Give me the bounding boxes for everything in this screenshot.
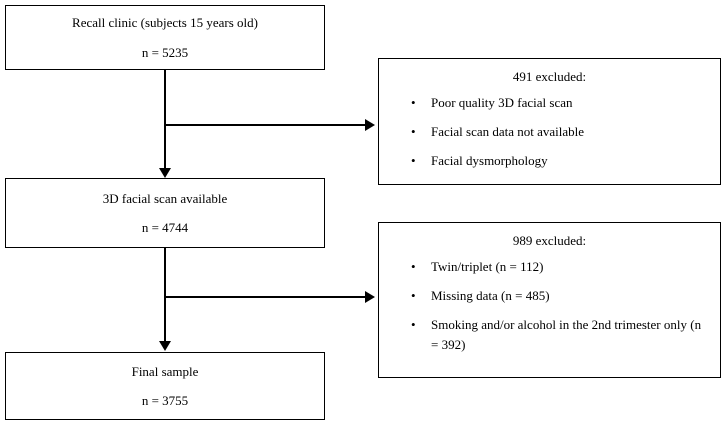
exclusion-box-2 bbox=[378, 222, 721, 378]
bullet-icon: • bbox=[411, 124, 416, 140]
exclusion-1-title: 491 excluded: bbox=[512, 69, 587, 84]
arrow-down-to-scan bbox=[159, 168, 171, 178]
connector-branch-exclusion-1 bbox=[164, 124, 367, 126]
node-facial-scan-label: 3D facial scan available bbox=[102, 190, 228, 206]
exclusion-1-list bbox=[393, 93, 706, 171]
bullet-icon: • bbox=[411, 317, 416, 333]
exclusion-1-item-1: Facial scan data not available bbox=[431, 124, 585, 140]
list-item bbox=[393, 286, 706, 306]
exclusion-2-title: 989 excluded: bbox=[512, 233, 587, 248]
list-item bbox=[393, 257, 706, 277]
node-final-sample bbox=[5, 352, 325, 420]
list-item bbox=[393, 122, 706, 142]
exclusion-box-1 bbox=[378, 58, 721, 185]
arrow-right-to-exclusion-2 bbox=[365, 291, 375, 303]
node-recall-clinic-label: Recall clinic (subjects 15 years old) bbox=[72, 15, 258, 30]
node-final-sample-count: n = 3755 bbox=[141, 393, 189, 408]
exclusion-2-item-0: Twin/triplet (n = 112) bbox=[431, 259, 544, 274]
node-recall-clinic bbox=[5, 5, 325, 70]
list-item bbox=[393, 315, 706, 355]
exclusion-1-item-0: Poor quality 3D facial scan bbox=[431, 95, 573, 110]
connector-branch-exclusion-2 bbox=[164, 296, 367, 298]
bullet-icon: • bbox=[411, 153, 416, 169]
exclusion-2-item-2: Smoking and/or alcohol in the 2nd trimester only (n = 392) bbox=[431, 317, 702, 353]
node-facial-scan-available bbox=[5, 178, 325, 248]
node-recall-clinic-count: n = 5235 bbox=[141, 44, 189, 60]
exclusion-2-list bbox=[393, 257, 706, 356]
exclusion-1-item-2: Facial dysmorphology bbox=[431, 153, 548, 169]
node-facial-scan-count: n = 4744 bbox=[141, 220, 189, 235]
arrow-right-to-exclusion-1 bbox=[365, 119, 375, 131]
exclusion-2-item-1: Missing data (n = 485) bbox=[431, 288, 550, 304]
bullet-icon: • bbox=[411, 288, 416, 304]
node-final-sample-label: Final sample bbox=[131, 363, 199, 379]
connector-recall-to-scan bbox=[164, 70, 166, 170]
arrow-down-to-final bbox=[159, 341, 171, 351]
bullet-icon: • bbox=[411, 259, 416, 274]
list-item bbox=[393, 151, 706, 171]
bullet-icon: • bbox=[411, 95, 416, 110]
list-item bbox=[393, 93, 706, 113]
